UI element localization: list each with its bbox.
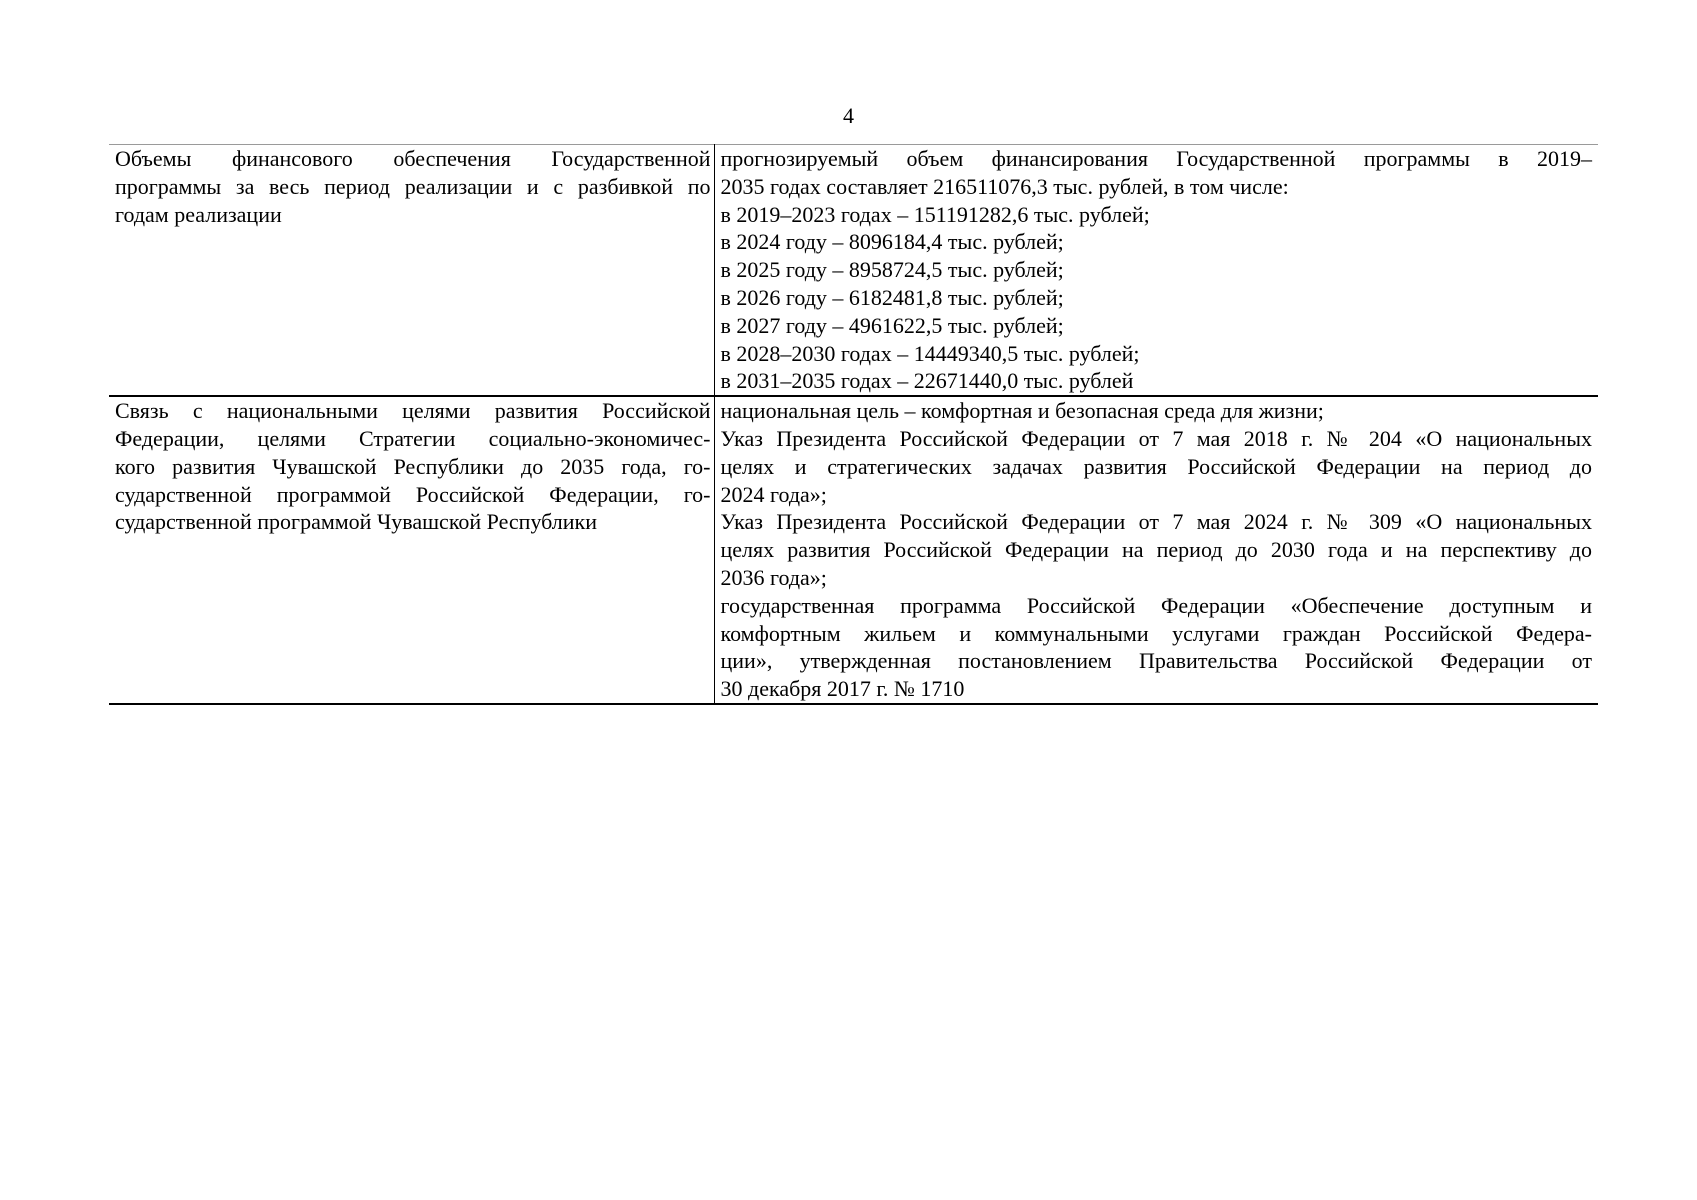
value-line: комфортным жильем и коммунальными услугами граждан Российской Федера- [720,620,1592,646]
label-line: сударственной программой Российской Федерации, го- [115,481,711,507]
label-line: годам реализации [115,201,282,227]
value-line: в 2028–2030 годах – 14449340,5 тыс. рублей; [720,340,1140,366]
value-line: целях и стратегических задачах развития Российской Федерации на период до [720,453,1592,479]
row-value-financing [714,145,1598,397]
program-passport-table [109,144,1598,705]
value-line: прогнозируемый объем финансирования Государственной программы в 2019– [720,146,1592,171]
value-line: государственная программа Российской Федерации «Обеспечение доступным и [720,592,1592,618]
table-row [109,396,1598,704]
label-line: сударственной программой Чувашской Республики [115,509,598,535]
value-line: в 2019–2023 годах – 151191282,6 тыс. рублей; [720,201,1150,227]
value-line: Указ Президента Российской Федерации от 7 мая 2024 г. № 309 «О национальных [720,509,1592,535]
value-line: Указ Президента Российской Федерации от 7 мая 2018 г. № 204 «О национальных [720,425,1592,451]
page-number: 4 [843,103,854,128]
value-line: ции», утвержденная постановлением Правительства Российской Федерации от [720,648,1592,674]
value-line: в 2026 году – 6182481,8 тыс. рублей; [720,284,1064,310]
value-line: в 2025 году – 8958724,5 тыс. рублей; [720,257,1064,283]
row-label-financing [109,145,714,397]
value-line: 30 декабря 2017 г. № 1710 [720,676,965,702]
value-line: 2035 годах составляет 216511076,3 тыс. рублей, в том числе: [720,173,1289,199]
label-line: Федерации, целями Стратегии социально-экономичес- [115,425,711,451]
value-line: национальная цель – комфортная и безопасная среда для жизни; [720,398,1324,424]
row-value-national-goals [714,396,1598,704]
value-line: в 2024 году – 8096184,4 тыс. рублей; [720,229,1064,255]
label-line: Объемы финансового обеспечения Государственной [115,146,711,171]
value-line: целях развития Российской Федерации на период до 2030 года и на перспективу до [720,537,1592,563]
value-line: в 2031–2035 годах – 22671440,0 тыс. рублей [720,368,1134,394]
value-line: 2024 года»; [720,481,827,507]
label-line: кого развития Чувашской Республики до 2035 года, го- [115,453,711,479]
table-row [109,145,1598,397]
label-line: Связь с национальными целями развития Российской [115,398,711,424]
value-line: в 2027 году – 4961622,5 тыс. рублей; [720,312,1064,338]
row-label-national-goals [109,396,714,704]
label-line: программы за весь период реализации и с разбивкой по [115,173,711,199]
value-line: 2036 года»; [720,564,827,590]
